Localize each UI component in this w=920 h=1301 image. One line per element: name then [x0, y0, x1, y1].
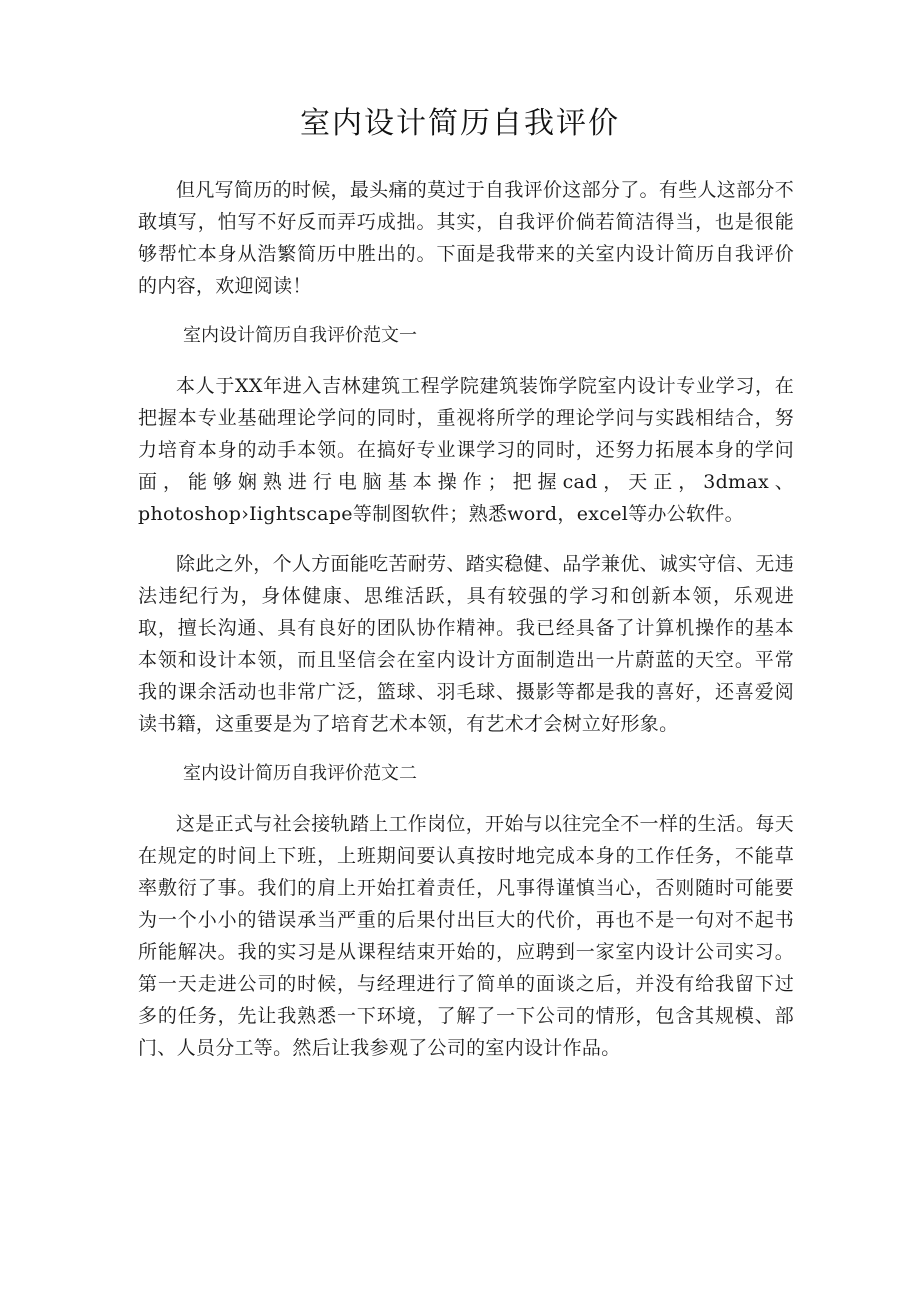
section-heading-sample-two: 室内设计简历自我评价范文二 — [183, 763, 417, 784]
document-title: 室内设计简历自我评价 — [300, 106, 620, 141]
intro-paragraph: 但凡写简历的时候，最头痛的莫过于自我评价这部分了。有些人这部分不敢填写，怕写不好反而弄巧成拙。其实，自我评价倘若简洁得当，也是很能够帮忙本身从浩繁简历中胜出的。下面是我带来的关室内设计简历自我评价的内容，欢迎阅读！ — [138, 179, 794, 297]
sample-two-paragraph-1: 这是正式与社会接轨踏上工作岗位，开始与以往完全不一样的生活。每天在规定的时间上下班，上班期间要认真按时地完成本身的工作任务，不能草率敷衍了事。我们的肩上开始扛着责任，凡事得谨慎当心，否则随时可能要为一个小小的错误承当严重的后果付出巨大的代价，再也不是一句对不起书所能解决。我的实习是从课程结束开始的，应聘到一家室内设计公司实习。第一天走进公司的时候，与经理进行了简单的面谈之后，并没有给我留下过多的任务，先让我熟悉一下环境，了解了一下公司的情形，包含其规模、部门、人员分工等。然后让我参观了公司的室内设计作品。 — [138, 813, 794, 1059]
sample-one-paragraph-2: 除此之外，个人方面能吃苦耐劳、踏实稳健、品学兼优、诚实守信、无违法违纪行为，身体健康、思维活跃，具有较强的学习和创新本领，乐观进取，擅长沟通、具有良好的团队协作精神。我已经具备了计算机操作的基本本领和设计本领，而且坚信会在室内设计方面制造出一片蔚蓝的天空。平常我的课余活动也非常广泛，篮球、羽毛球、摄影等都是我的喜好，还喜爱阅读书籍，这重要是为了培育艺术本领，有艺术才会树立好形象。 — [138, 553, 794, 735]
section-heading-sample-one: 室内设计简历自我评价范文一 — [183, 325, 417, 346]
document-body — [138, 174, 794, 1082]
sample-one-paragraph-1: 本人于XX年进入吉林建筑工程学院建筑装饰学院室内设计专业学习，在把握本专业基础理论学问的同时，重视将所学的理论学问与实践相结合，努力培育本身的动手本领。在搞好专业课学习的同时，还努力拓展本身的学问面，能够娴熟进行电脑基本操作；把握cad，天正，3dmax、photoshop›Iightscape等制图软件；熟悉word，excel等办公软件。 — [138, 375, 794, 525]
